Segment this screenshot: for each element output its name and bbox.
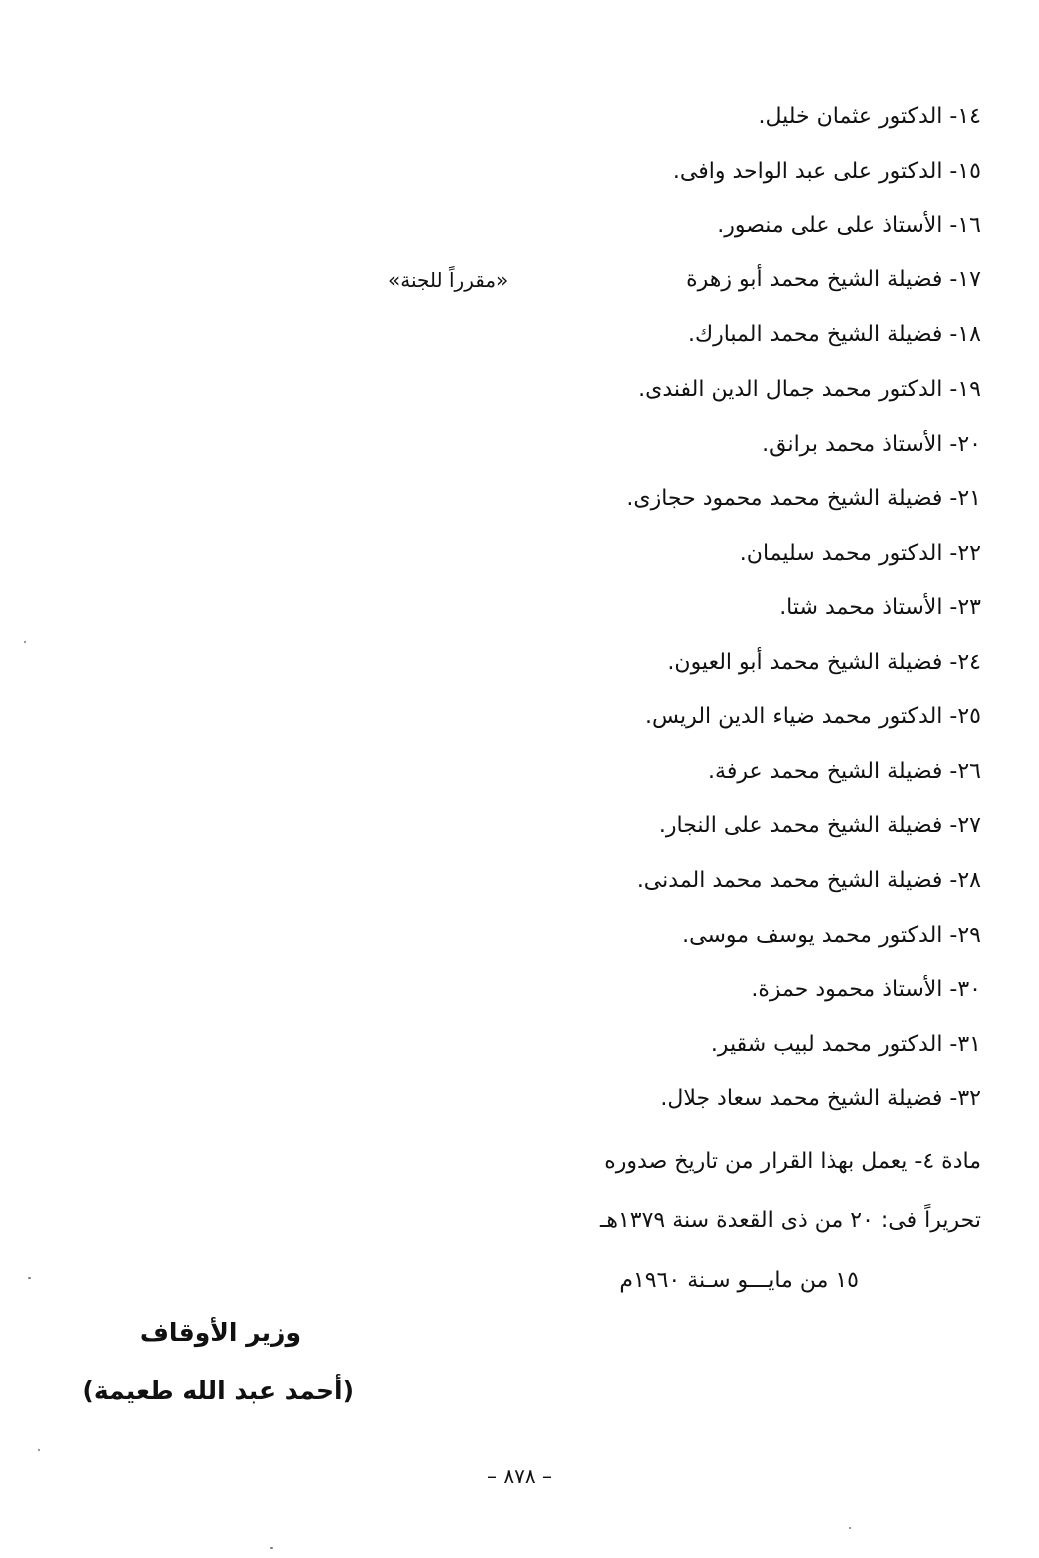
issue-date-gregorian: ١٥ من مايـــو سـنة ١٩٦٠م bbox=[619, 1268, 859, 1293]
member-line: ٢٥- الدكتور محمد ضياء الدين الريس. bbox=[645, 704, 981, 729]
member-line: ٢٠- الأستاذ محمد برانق. bbox=[762, 432, 981, 457]
scan-speck bbox=[24, 641, 26, 643]
page-number: – ٨٧٨ – bbox=[487, 1464, 552, 1488]
member-line: ٢٨- فضيلة الشيخ محمد محمد المدنى. bbox=[636, 868, 981, 893]
rapporteur-note: «مقرراً للجنة» bbox=[388, 268, 509, 292]
member-line: ٢٧- فضيلة الشيخ محمد على النجار. bbox=[658, 813, 981, 838]
member-line: ١٨- فضيلة الشيخ محمد المبارك. bbox=[687, 322, 981, 347]
scan-speck bbox=[38, 1449, 40, 1451]
member-line: ٢٤- فضيلة الشيخ محمد أبو العيون. bbox=[667, 650, 981, 675]
member-line: ٢٣- الأستاذ محمد شتا. bbox=[779, 595, 981, 620]
member-line: ٢١- فضيلة الشيخ محمد محمود حجازى. bbox=[626, 486, 981, 511]
member-line: ١٧- فضيلة الشيخ محمد أبو زهرة bbox=[686, 267, 981, 292]
scan-speck bbox=[28, 1277, 31, 1279]
member-line: ١٩- الدكتور محمد جمال الدين الفندى. bbox=[638, 377, 981, 402]
member-line: ٣٠- الأستاذ محمود حمزة. bbox=[751, 977, 981, 1002]
member-line: ٣٢- فضيلة الشيخ محمد سعاد جلال. bbox=[660, 1086, 981, 1111]
issue-date-hijri: تحريراً فى: ٢٠ من ذى القعدة سنة ١٣٧٩هـ bbox=[599, 1208, 981, 1233]
member-line: ٣١- الدكتور محمد لبيب شقير. bbox=[710, 1032, 981, 1057]
scan-speck bbox=[849, 1527, 851, 1529]
signature-title: وزير الأوقاف bbox=[139, 1318, 301, 1347]
member-line: ٢٩- الدكتور محمد يوسف موسى. bbox=[682, 923, 981, 948]
member-line: ٢٢- الدكتور محمد سليمان. bbox=[739, 541, 981, 566]
article-text: مادة ٤- يعمل بهذا القرار من تاريخ صدوره bbox=[604, 1149, 981, 1174]
signature-name: (أحمد عبد الله طعيمة) bbox=[82, 1376, 354, 1405]
member-line: ١٦- الأستاذ على على منصور. bbox=[717, 213, 981, 238]
member-line: ٢٦- فضيلة الشيخ محمد عرفة. bbox=[708, 759, 981, 784]
scan-speck bbox=[270, 1547, 273, 1549]
member-line: ١٥- الدكتور على عبد الواحد وافى. bbox=[672, 159, 981, 184]
member-line: ١٤- الدكتور عثمان خليل. bbox=[758, 104, 981, 129]
